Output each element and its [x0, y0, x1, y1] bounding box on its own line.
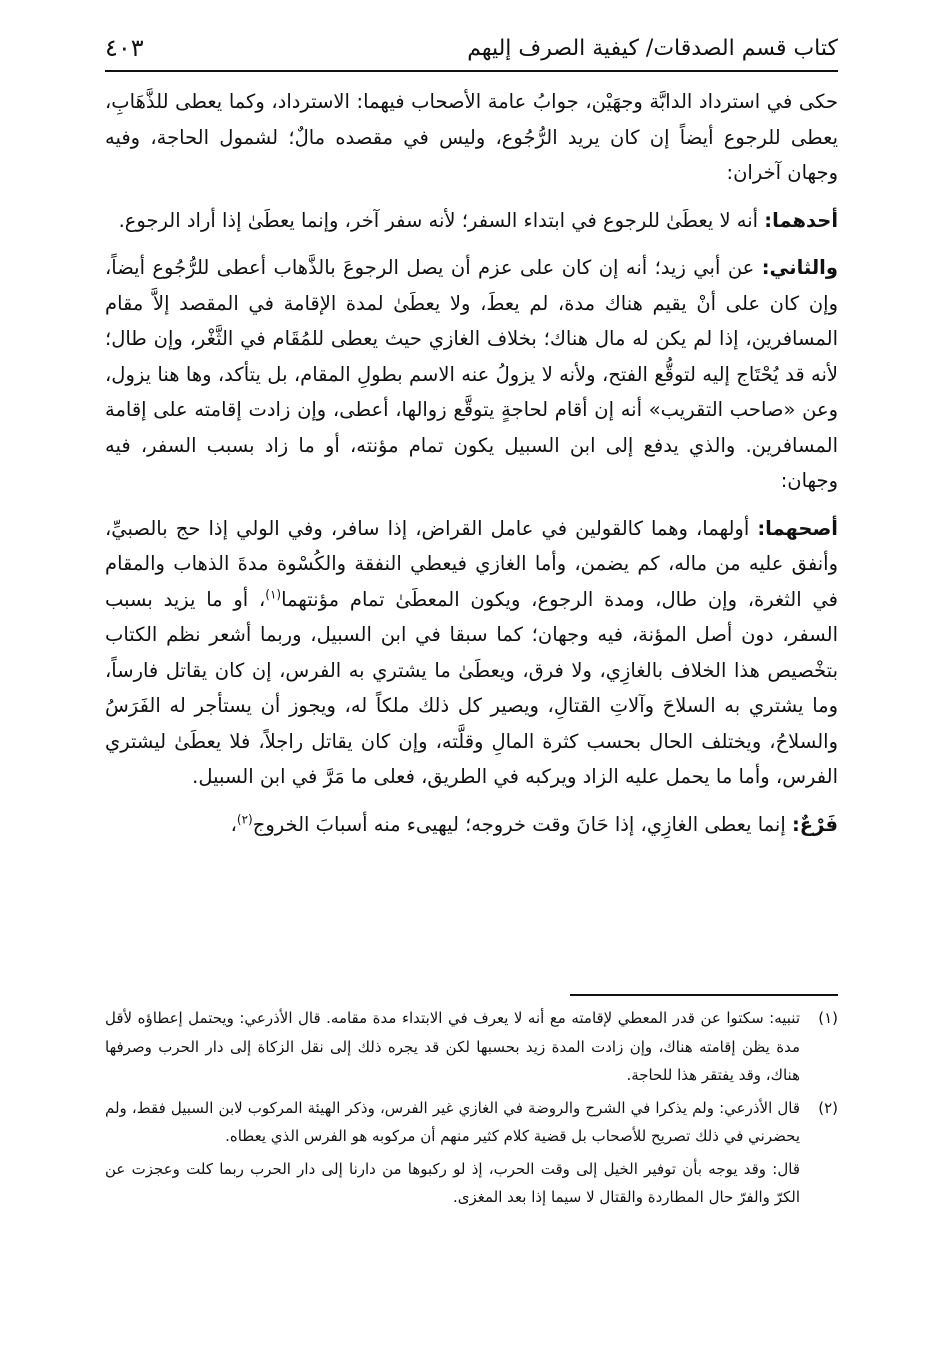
paragraph-3-lead: والثاني:	[761, 256, 838, 279]
main-text	[105, 84, 838, 944]
footnote-ref-2[interactable]: (٢)	[236, 812, 253, 826]
footnote-2-extra-text: قال: وقد يوجه بأن توفير الخيل إلى وقت الحرب، إذ لو ركبوها من دارنا إلى دار الحرب ربما كلت وعجزت عن الكرّ والفرّ حال المطاردة والقتال لا سيما إذا بعد المغزى.	[105, 1159, 800, 1206]
paragraph-4-text-a: أولهما، وهما كالقولين في عامل القراض، إذا سافر، وفي الولي إذا حج بالصبيِّ، وأنفق عليه من ماله، كم يضمن، وأما الغازي فيعطي النفقة والكُسْوة مدةَ الذهاب والمقام في الثغرة، وإن طال، ومدة الرجوع، ويكون المعطَىٰ تمام مؤنتهما	[105, 516, 838, 611]
paragraph-4	[105, 511, 838, 795]
paragraph-1: حكى في استرداد الدابَّة وجهَيْن، جوابُ عامة الأصحاب فيهما: الاسترداد، وكما يعطى للذَّهَابِ، يعطى للرجوع أيضاً إن كان يريد الرُّجُوع، وليس في مقصده مالٌ؛ لشمول الحاجة، وفيه وجهان آخران:	[105, 90, 838, 184]
paragraph-3-text: عن أبي زيد؛ أنه إن كان على عزم أن يصل الرجوعَ بالذَّهاب أعطى للرُّجُوع أيضاً، وإن كان على أنْ يقيم هناك مدة، لم يعطَ، ولا يعطَىٰ لمدة الإقامة في المقصد إلاَّ مقام المسافرين، إذا لم يكن له مال هناك؛ بخلاف الغازي حيث يعطى للمُقَام في الثَّغْر، وإن طال؛ لأنه قد يُحْتَاج إليه لتوقُّع الفتح، ولأنه لا يزولُ عنه الاسم بطولِ المقام، بل يتأكد، وها هنا يزول، وعن «صاحب التقريب» أنه إن أقام لحاجةٍ يتوقَّع زوالها، أعطى، وإن زادت إقامته على إقامة المسافرين. والذي يدفع إلى ابن السبيل يكون تمام مؤنته، أو ما زاد بسبب السفر، فيه وجهان:	[105, 256, 838, 492]
paragraph-5-lead: فَرْعٌ:	[791, 812, 838, 836]
paragraph-5	[105, 807, 838, 843]
footnotes	[105, 1004, 838, 1304]
paragraph-2-text: أنه لا يعطَىٰ للرجوع في ابتداء السفر؛ لأنه سفر آخر، وإنما يعطَىٰ إذا أراد الرجوع.	[118, 208, 765, 232]
footnote-2-number: (٢)	[818, 1098, 838, 1117]
paragraph-2	[105, 203, 838, 239]
footnote-2	[105, 1094, 838, 1151]
running-title: كتاب قسم الصدقات/ كيفية الصرف إليهم	[467, 35, 838, 61]
paragraph-5-text: إنما يعطى الغازِي، إذا حَانَ وقت خروجه؛ ليهيىء منه أسبابَ الخروج	[252, 812, 792, 836]
footnote-2-continuation	[105, 1155, 838, 1212]
footnote-separator	[570, 994, 838, 996]
paragraph-2-lead: أحدهما:	[764, 208, 838, 232]
page-number: ٤٠٣	[105, 34, 144, 62]
paragraph-3	[105, 250, 838, 499]
footnote-2-text: قال الأذرعي: ولم يذكرا في الشرح والروضة في الغازي غير الفرس، وذكر الهيئة المركوب لابن السبيل فقط، ولم يحضرني في ذلك تصريح للأصحاب بل قضية كلام كثير منهم أن مركوبه هو الفرس الذي يعطاه.	[105, 1098, 800, 1145]
paragraph-4-text-b: ، أو ما يزيد بسبب السفر، دون أصل المؤنة، فيه وجهان؛ كما سبقا في ابن السبيل، وربما أشعر نظم الكتاب بتخْصيص هذا الخلاف بالغازِي، ولا فرق، ويعطَىٰ ما يشتري به الفرس، إن كان يقاتل فارساً، وما يشتري به السلاحَ وآلاتِ القتالِ، ويصير كل ذلك ملكاً له، ويجوز أن يستأجر له الفَرَسُ والسلاحُ، ويختلف الحال بحسب كثرة المالِ وقلَّته، وإن كان يقاتل راجلاً، فلا يعطَىٰ ليشتري الفرس، وأما ما يحمل عليه الزاد ويركبه في الطريق، فعلى ما مَرَّ في ابن السبيل.	[105, 587, 838, 788]
footnote-1-text: تنبيه: سكتوا عن قدر المعطي لإقامته مع أنه لا يعرف في الابتداء مدة مقامه. قال الأذرعي: ويحتمل إعطاؤه لأقل مدة يظن إقامته هناك، وإن زادت المدة زيد بحسبها لكن قد يجره ذلك إلى نقل الزكاة إلى دار الحرب وصرفها هناك، وقد يفتقر هذا للحاجة.	[105, 1009, 800, 1084]
footnote-1	[105, 1004, 838, 1090]
page-header	[105, 28, 838, 68]
header-rule	[105, 70, 838, 72]
paragraph-4-lead: أصحهما:	[757, 516, 838, 540]
paragraph-5-tail: ،	[230, 812, 237, 836]
footnote-2-body	[105, 1094, 800, 1151]
footnote-1-number: (١)	[818, 1009, 838, 1027]
footnote-1-body	[105, 1004, 800, 1090]
footnote-ref-1[interactable]: (١)	[265, 587, 282, 601]
